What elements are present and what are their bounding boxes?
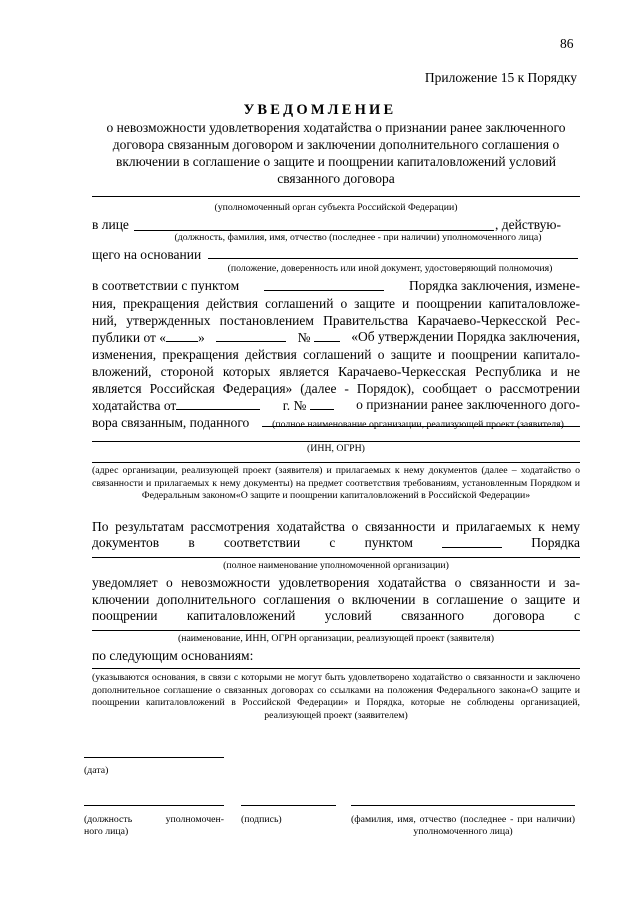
basis-field[interactable]: [208, 258, 578, 259]
para3-line1: уведомляет о невозможности удовлетворения ходатайства о связанности и за-: [92, 575, 580, 590]
para3-word: капиталовложений: [186, 608, 296, 623]
para1-line4: [92, 329, 580, 346]
inn-caption: (ИНН, ОГРН): [307, 443, 365, 454]
para1-text: ходатайства от: [92, 398, 177, 413]
para2-word: соответствии: [223, 535, 301, 550]
para1-text: публики от «: [92, 330, 167, 345]
sig-signature-caption: (подпись): [241, 814, 282, 825]
clause2-field[interactable]: [442, 535, 502, 548]
para1-line5: изменения, прекращения действия соглашений о защите и поощрении капитало-: [92, 347, 580, 362]
authority-field[interactable]: [92, 196, 580, 197]
para3-word: поощрении: [92, 608, 158, 623]
inn-field[interactable]: [92, 441, 580, 442]
date-caption: (дата): [84, 765, 109, 776]
para3-word: связанного: [401, 608, 464, 623]
acting-label: , действую-: [495, 217, 561, 232]
sig-position-word: ного лица): [84, 826, 129, 837]
document-caption: (положение, доверенность или иной документ, удостоверяющий полномочия): [227, 263, 553, 274]
para1-text: о признании ранее заключенного дого-: [356, 397, 580, 412]
para1-text: Порядка заключения, измене-: [408, 278, 580, 293]
org-inn-caption: (наименование, ИНН, ОГРН организации, реализующей проект (заявителя): [177, 633, 495, 644]
full-name-caption: (полное наименование организации, реализующей проект (заявителя): [272, 419, 564, 430]
para1-text: «Об утверждении Порядка заключения,: [351, 329, 580, 344]
authority-caption: (уполномоченный орган субъекта Российской Федерации): [214, 202, 458, 213]
org-inn-field[interactable]: [92, 630, 580, 631]
para1-line7: является Российская Федерация» (далее - Порядок), сообщает о рассмотрении: [92, 381, 580, 396]
appendix-reference: Приложение 15 к Порядку: [424, 70, 577, 85]
grounds-label: по следующим основаниям:: [92, 648, 254, 663]
para1-line9: вора связанным, поданного: [92, 415, 250, 430]
para1-text: г. №: [282, 398, 307, 413]
sig-position-caption: [84, 814, 224, 838]
address-caption: (адрес организации, реализующей проект (заявителя) и прилагаемых к нему документов (далее – ходатайство о связанности и прилагаемых к нему документы) на предмет соответствия требованиям, установленным Порядком и Федеральным законом«О защите и поощрении капиталовложений в Российской Федерации»: [92, 465, 580, 501]
number-field[interactable]: [314, 329, 340, 342]
position-caption: (должность, фамилия, имя, отчество (последнее - при наличии) уполномоченного лица): [174, 232, 542, 243]
para2-line1: По результатам рассмотрения ходатайства о связанности и прилагаемых к нему: [92, 519, 580, 534]
para2-word: документов: [92, 535, 160, 550]
sig-fio-caption: (фамилия, имя, отчество (последнее - при наличии) уполномоченного лица): [351, 814, 575, 837]
para1-line1: [92, 278, 580, 294]
basis-label: щего на основании: [92, 247, 202, 262]
para2-word: Порядка: [531, 535, 580, 550]
sig-position-word: уполномочен-: [165, 814, 224, 825]
authorized-org-caption: (полное наименование уполномоченной организации): [223, 560, 449, 571]
para1-text: №: [297, 330, 311, 345]
para3-word: с: [574, 608, 580, 623]
sig-position-word: (должность: [84, 814, 133, 825]
para1-text: »: [198, 330, 205, 345]
sig-position-field[interactable]: [84, 805, 224, 806]
address-field[interactable]: [92, 462, 580, 463]
sig-signature-field[interactable]: [241, 805, 336, 806]
para1-line3: ний, утвержденных постановлением Правительства Карачаево-Черкесской Рес-: [92, 313, 580, 328]
document-title: УВЕДОМЛЕНИЕ: [243, 102, 397, 118]
para3-word: договора: [493, 608, 545, 623]
para2-word: с: [329, 535, 336, 550]
date-signature-field[interactable]: [84, 757, 224, 758]
authorized-org-field[interactable]: [92, 557, 580, 558]
para1-text: в соответствии с пунктом: [92, 278, 240, 293]
sig-fio-field[interactable]: [351, 805, 575, 806]
document-subtitle: о невозможности удовлетворения ходатайства о признании ранее заключенного договора связанным договором и заключении дополнительного соглашения о включении в соглашение о защите и поощрении капиталовложений условий связанного договора: [106, 120, 566, 186]
para3-line3: [92, 608, 580, 624]
day-field[interactable]: [166, 329, 198, 342]
in-person-label: в лице: [92, 217, 129, 232]
para1-line2: ния, прекращения действия соглашений о защите и поощрении капиталовложе-: [92, 296, 580, 311]
para2-line2: [92, 535, 580, 551]
para3-word: условий: [324, 608, 372, 623]
date-field[interactable]: [216, 329, 286, 342]
position-field[interactable]: [134, 230, 494, 231]
petition-date-field[interactable]: [176, 397, 260, 410]
para1-line6: вложений, стороной которых является Карачаево-Черкесская Республика и не: [92, 364, 580, 379]
petition-number-field[interactable]: [310, 397, 334, 410]
clause-field[interactable]: [264, 278, 384, 291]
para2-word: пунктом: [364, 535, 413, 550]
page-number: 86: [560, 36, 574, 51]
para2-word: в: [188, 535, 195, 550]
para1-line8: [92, 397, 580, 414]
grounds-field[interactable]: [92, 668, 580, 669]
para3-line2: ключении дополнительного соглашения о включении в соглашение о защите и: [92, 592, 580, 607]
grounds-caption: (указываются основания, в связи с которыми не могут быть удовлетворено ходатайство о связанности и заключено дополнительное соглашение о связанных договорах со ссылками на положения Федерального закона«О защите и поощрении капиталовложений в Российской Федерации» и Порядка, которые не соблюдены организацией, реализующей проект (заявителем): [92, 672, 580, 721]
